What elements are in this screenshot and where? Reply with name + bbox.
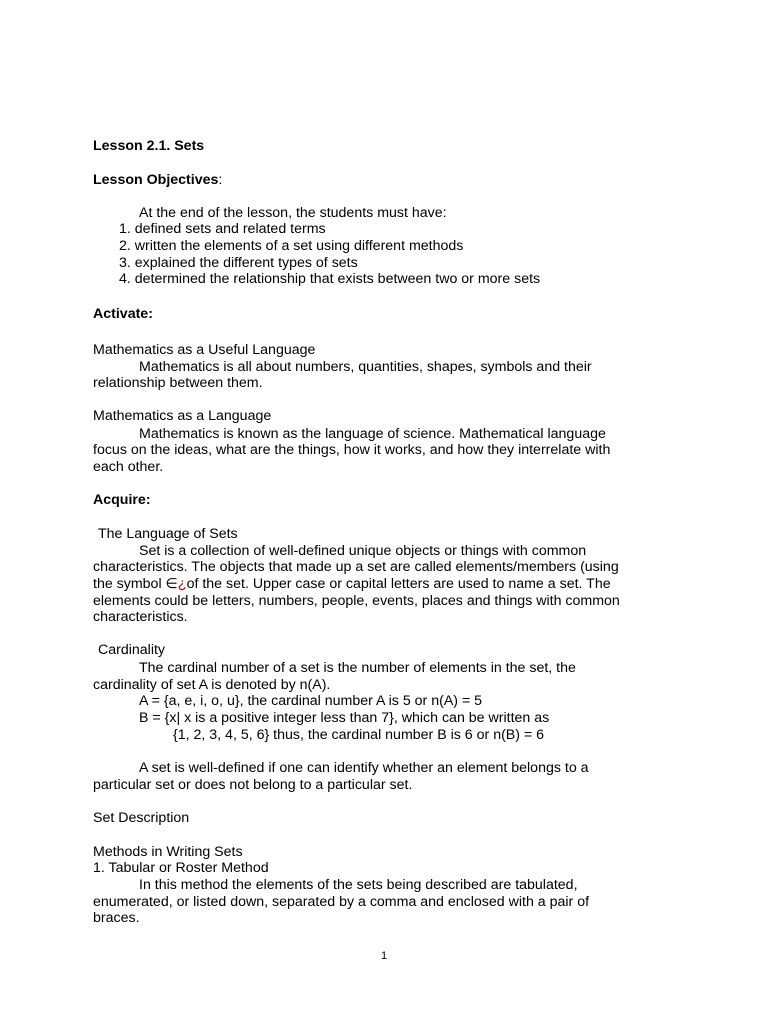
paragraph-line: cardinality of set A is denoted by n(A).: [93, 677, 331, 693]
paragraph-line: Mathematics is known as the language of science. Mathematical language: [139, 426, 606, 442]
paragraph-line: characteristics. The objects that made up a set are called elements/members (using: [93, 559, 619, 575]
activate-heading: Activate:: [93, 306, 153, 322]
paragraph-line: characteristics.: [93, 609, 188, 625]
paragraph-line: relationship between them.: [93, 375, 263, 391]
paragraph-line: elements could be letters, numbers, people, events, places and things with common: [93, 593, 620, 609]
paragraph-line: particular set or does not belong to a particular set.: [93, 777, 413, 793]
paragraph-line: The cardinal number of a set is the number of elements in the set, the: [139, 660, 576, 676]
objectives-intro: At the end of the lesson, the students must have:: [139, 205, 447, 221]
objectives-heading: Lesson Objectives: [93, 172, 219, 188]
paragraph-line: enumerated, or listed down, separated by a comma and enclosed with a pair of: [93, 894, 590, 910]
set-description-title: Set Description: [93, 810, 190, 826]
objective-item: 4. determined the relationship that exists between two or more sets: [119, 271, 541, 287]
objectives-heading-line: [93, 172, 222, 189]
example-line: A = {a, e, i, o, u}, the cardinal number A is 5 or n(A) = 5: [139, 693, 483, 709]
example-line: B = {x| x is a positive integer less than 7}, which can be written as: [139, 710, 550, 726]
useful-language-title: Mathematics as a Useful Language: [93, 342, 316, 358]
tabular-method-title: 1. Tabular or Roster Method: [93, 860, 269, 876]
paragraph-line: braces.: [93, 910, 140, 926]
paragraph-line: Mathematics is all about numbers, quantities, shapes, symbols and their: [139, 359, 592, 375]
objective-item: 2. written the elements of a set using different methods: [119, 238, 464, 254]
lesson-title: Lesson 2.1. Sets: [93, 138, 205, 154]
cardinality-title: Cardinality: [98, 642, 166, 658]
element-symbol-text: the symbol ∈: [93, 576, 178, 592]
paragraph-line: focus on the ideas, what are the things, how it works, and how they interrelate with: [93, 442, 611, 458]
paragraph-line: each other.: [93, 459, 164, 475]
paragraph-line: In this method the elements of the sets being described are tabulated,: [139, 877, 578, 893]
paragraph-line-tail: of the set. Upper case or capital letters are used to name a set. The: [186, 576, 611, 592]
language-of-sets-title: The Language of Sets: [98, 526, 238, 542]
objective-item: 3. explained the different types of sets: [119, 255, 358, 271]
paragraph-line: Set is a collection of well-defined unique objects or things with common: [139, 543, 587, 559]
page-number: 1: [380, 950, 388, 962]
inverted-question-mark: ¿: [177, 576, 187, 592]
example-line: {1, 2, 3, 4, 5, 6} thus, the cardinal number B is 6 or n(B) = 6: [173, 727, 545, 743]
paragraph-line: [93, 576, 611, 593]
objective-item: 1. defined sets and related terms: [119, 221, 326, 237]
paragraph-line: A set is well-defined if one can identify whether an element belongs to a: [139, 760, 589, 776]
methods-title: Methods in Writing Sets: [93, 844, 243, 860]
acquire-heading: Acquire:: [93, 492, 151, 508]
language-title: Mathematics as a Language: [93, 408, 272, 424]
objectives-colon: :: [218, 172, 223, 188]
